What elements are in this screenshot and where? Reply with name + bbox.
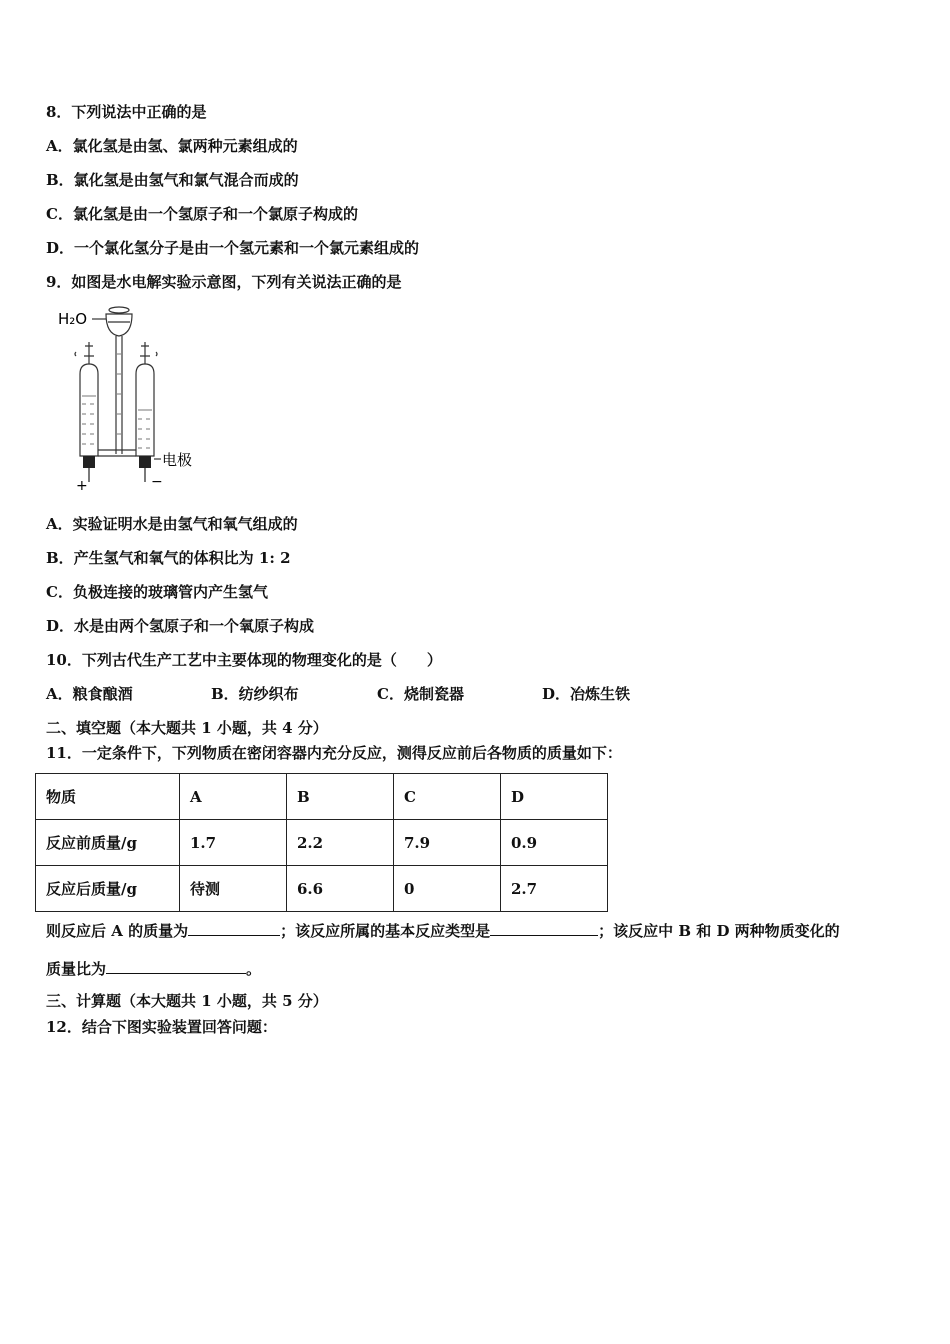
table-header-cell: 物质 xyxy=(36,774,180,820)
q10-option-a: A．粮食酿酒 xyxy=(46,685,133,703)
table-cell: 待测 xyxy=(180,866,287,912)
table-header-cell: C xyxy=(394,774,501,820)
answer-blank-a-mass[interactable] xyxy=(188,920,280,936)
section-2-title: 二、填空题（本大题共 1 小题，共 4 分） xyxy=(46,719,328,737)
q11-answer-text: 。 xyxy=(246,960,262,978)
mass-table xyxy=(35,773,608,912)
q9-stem: 9．如图是水电解实验示意图，下列有关说法正确的是 xyxy=(46,273,402,291)
q11-answer-text: ；该反应中 B 和 D 两种物质变化的 xyxy=(598,922,840,940)
q9-option-b: B．产生氢气和氧气的体积比为 1: 2 xyxy=(46,549,291,567)
q8-option-d: D．一个氯化氢分子是由一个氢元素和一个氯元素组成的 xyxy=(46,239,420,257)
table-cell: 0.9 xyxy=(501,820,608,866)
q10-option-d: D．冶炼生铁 xyxy=(542,685,631,703)
q9-option-d: D．水是由两个氢原子和一个氧原子构成 xyxy=(46,617,315,635)
table-row xyxy=(36,866,608,912)
table-cell: 1.7 xyxy=(180,820,287,866)
table-cell: 2.2 xyxy=(287,820,394,866)
table-header-row xyxy=(36,774,608,820)
q11-stem: 11．一定条件下，下列物质在密闭容器内充分反应，测得反应前后各物质的质量如下： xyxy=(46,744,622,762)
water-electrolysis-diagram xyxy=(56,304,206,494)
q10-option-b: B．纺纱织布 xyxy=(211,685,299,703)
answer-blank-mass-ratio[interactable] xyxy=(106,958,246,974)
q9-option-c: C．负极连接的玻璃管内产生氢气 xyxy=(46,583,268,601)
table-cell: 反应后质量/g xyxy=(36,866,180,912)
q8-option-a: A．氯化氢是由氢、氯两种元素组成的 xyxy=(46,137,298,155)
q11-answer-text: 则反应后 A 的质量为 xyxy=(46,922,189,940)
q11-answer-text: ；该反应所属的基本反应类型是 xyxy=(280,922,491,940)
water-label: H₂O xyxy=(58,310,88,328)
table-cell: 0 xyxy=(394,866,501,912)
table-row xyxy=(36,820,608,866)
section-3-title: 三、计算题（本大题共 1 小题，共 5 分） xyxy=(46,992,328,1010)
q11-answer-line-1 xyxy=(46,920,840,941)
q10-option-c: C．烧制瓷器 xyxy=(377,685,464,703)
q11-answer-text: 质量比为 xyxy=(46,960,107,978)
q10-stem: 10．下列古代生产工艺中主要体现的物理变化的是（ ） xyxy=(46,651,442,669)
table-cell: 2.7 xyxy=(501,866,608,912)
q8-stem: 8．下列说法中正确的是 xyxy=(46,103,207,121)
answer-blank-reaction-type[interactable] xyxy=(490,920,598,936)
positive-terminal-label: + xyxy=(76,478,88,494)
table-header-cell: D xyxy=(501,774,608,820)
table-cell: 7.9 xyxy=(394,820,501,866)
q8-option-c: C．氯化氢是由一个氢原子和一个氯原子构成的 xyxy=(46,205,358,223)
electrode-label: 电极 xyxy=(162,451,193,469)
q11-answer-line-2 xyxy=(46,958,261,979)
table-cell: 反应前质量/g xyxy=(36,820,180,866)
q9-option-a: A．实验证明水是由氢气和氧气组成的 xyxy=(46,515,298,533)
table-header-cell: B xyxy=(287,774,394,820)
q12-stem: 12．结合下图实验装置回答问题： xyxy=(46,1018,277,1036)
table-cell: 6.6 xyxy=(287,866,394,912)
q8-option-b: B．氯化氢是由氢气和氯气混合而成的 xyxy=(46,171,299,189)
negative-terminal-label: − xyxy=(151,474,163,490)
table-header-cell: A xyxy=(180,774,287,820)
